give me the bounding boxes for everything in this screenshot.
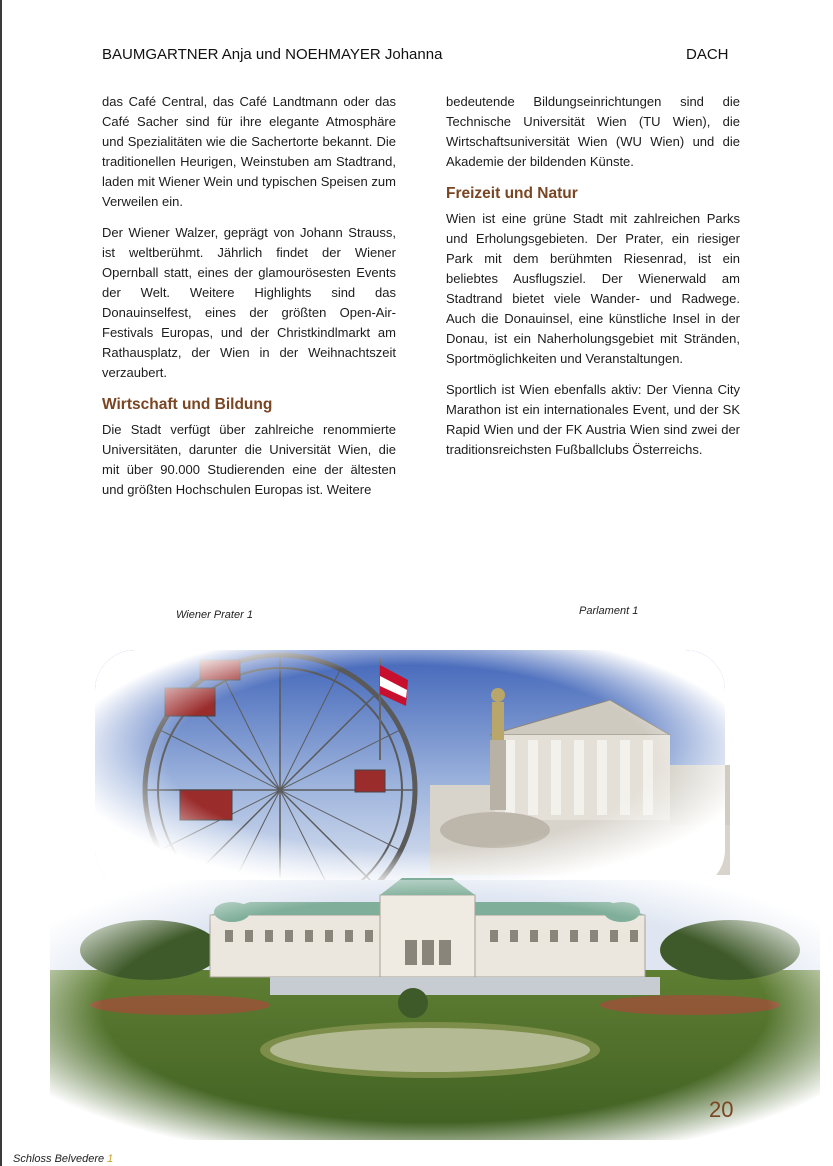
page-number: 20 [709, 1097, 734, 1122]
paragraph: das Café Central, das Café Landtmann oder das Café Sacher sind für ihre elegante Atmosphäre und Spezialitäten wie die Sachertorte bekannt. Die traditionellen Heurigen, Weinstuben am Stadtrand, laden mit Wiener Wein und typischen Speisen zum Verweilen ein. [102, 94, 396, 209]
caption-belvedere [13, 1153, 113, 1165]
photo-collage [50, 640, 820, 1140]
header-section: DACH [686, 46, 729, 63]
paragraph: Der Wiener Walzer, geprägt von Johann Strauss, ist weltberühmt. Jährlich findet der Wiener Opernball statt, eines der glamourösesten Events der Welt. Weitere Highlights sind das Donauinselfest, eines der größten Open-Air-Festivals Europas, und der Christkindlmarkt am Rathausplatz, der Wien in der Weihnachtszeit verzaubert. [102, 225, 396, 380]
paragraph: Die Stadt verfügt über zahlreiche renommierte Universitäten, darunter die Universität Wien, die mit über 90.000 Studierenden eine der ältesten und größten Hochschulen Europas ist. Weitere [102, 422, 396, 497]
section-heading-freizeit: Freizeit und Natur [446, 185, 578, 202]
caption-prater: Wiener Prater 1 [176, 609, 253, 621]
caption-parlament: Parlament 1 [579, 605, 639, 617]
header-author: BAUMGARTNER Anja und NOEHMAYER Johanna [102, 46, 443, 63]
left-column [102, 92, 396, 511]
caption-belvedere-number: 1 [107, 1153, 114, 1165]
page-left-border [0, 0, 2, 1166]
belvedere-photo [50, 878, 820, 1140]
paragraph: bedeutende Bildungseinrichtungen sind die Technische Universität Wien (TU Wien), die Wirtschaftsuniversität Wien (WU Wien) und die Akademie der bildenden Künste. [446, 94, 740, 169]
paragraph: Sportlich ist Wien ebenfalls aktiv: Der Vienna City Marathon ist ein internationales Event, und der SK Rapid Wien und der FK Austria Wien sind zwei der traditionsreichsten Fußballclubs Österreichs. [446, 382, 740, 457]
caption-belvedere-text: Schloss Belvedere [13, 1153, 105, 1165]
right-column [446, 92, 740, 471]
section-heading-wirtschaft: Wirtschaft und Bildung [102, 396, 273, 413]
paragraph: Wien ist eine grüne Stadt mit zahlreichen Parks und Erholungsgebieten. Der Prater, ein riesiger Park mit dem berühmten Riesenrad, ist ein beliebtes Ausflugsziel. Der Wienerwald am Stadtrand bietet viele Wander- und Radwege. Auch die Donauinsel, eine künstliche Insel in der Donau, ist ein Naherholungsgebiet mit Stränden, Sportmöglichkeiten und Veranstaltungen. [446, 211, 740, 366]
